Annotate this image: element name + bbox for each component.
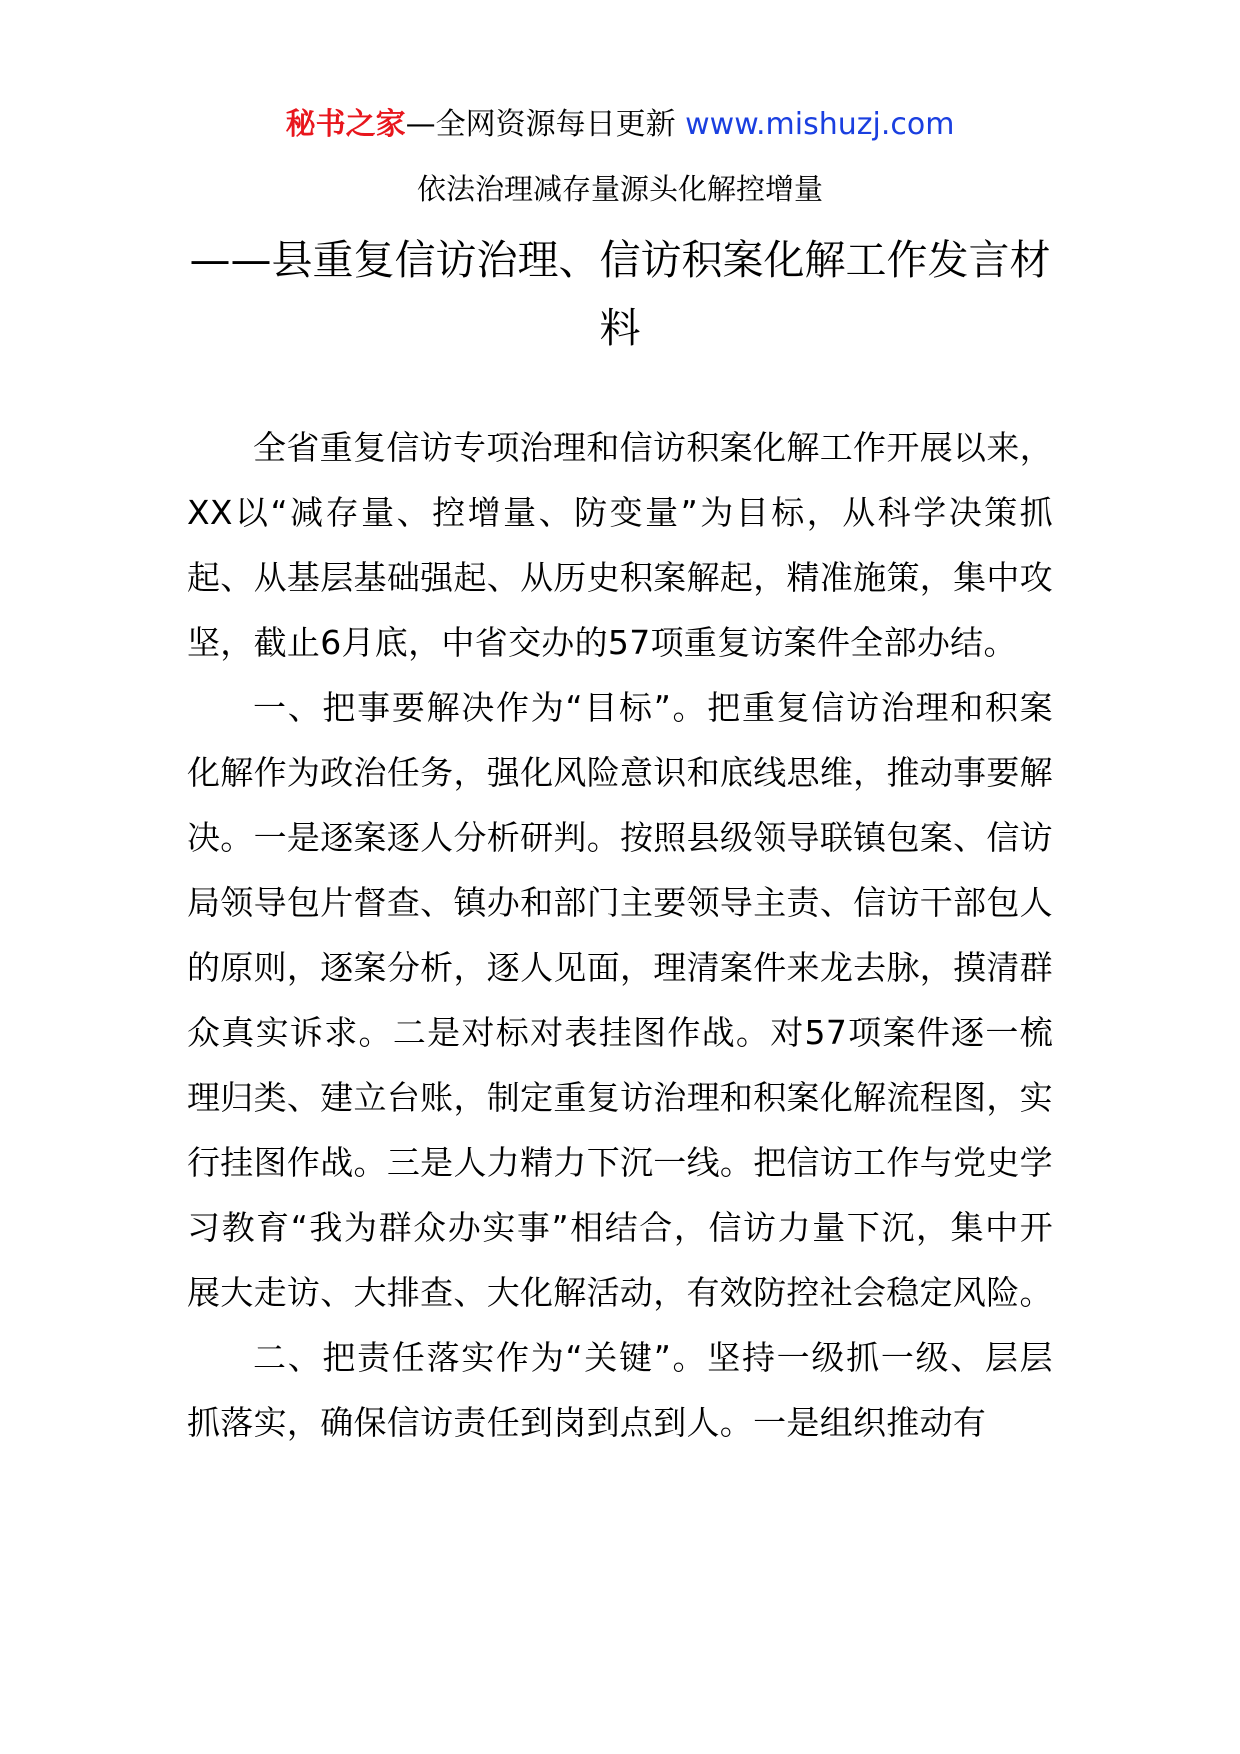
paragraph-section-one: 一、把事要解决作为“目标”。把重复信访治理和积案化解作为政治任务，强化风险意识和底线思维，推动事要解决。一是逐案逐人分析研判。按照县级领导联镇包案、信访局领导包片督查、镇办和部门主要领导主责、信访干部包人的原则，逐案分析，逐人见面，理清案件来龙去脉，摸清群众真实诉求。二是对标对表挂图作战。对57项案件逐一梳理归类、建立台账，制定重复访治理和积案化解流程图，实行挂图作战。三是人力精力下沉一线。把信访工作与党史学习教育“我为群众办实事”相结合，信访力量下沉，集中开展大走访、大排查、大化解活动，有效防控社会稳定风险。 [187, 688, 1053, 1312]
paragraph-section-two: 二、把责任落实作为“关键”。坚持一级抓一级、层层抓落实，确保信访责任到岗到点到人。一是组织推动有 [187, 1338, 1053, 1442]
document-subtitle: 依法治理减存量源头化解控增量 [416, 172, 823, 206]
site-url-link[interactable]: www.mishuzj.com [685, 107, 955, 142]
document-body [187, 415, 1053, 1455]
site-brand-name: 秘书之家 [285, 107, 406, 142]
document-title: ——县重复信访治理、信访积案化解工作发言材料 [189, 236, 1051, 352]
paragraph-intro: 全省重复信访专项治理和信访积案化解工作开展以来，XX以“减存量、控增量、防变量”为目标，从科学决策抓起、从基层基础强起、从历史积案解起，精准施策，集中攻坚，截止6月底，中省交办的57项重复访案件全部办结。 [187, 428, 1053, 662]
site-header-banner [0, 100, 1240, 150]
site-tagline: —全网资源每日更新 [405, 107, 676, 142]
